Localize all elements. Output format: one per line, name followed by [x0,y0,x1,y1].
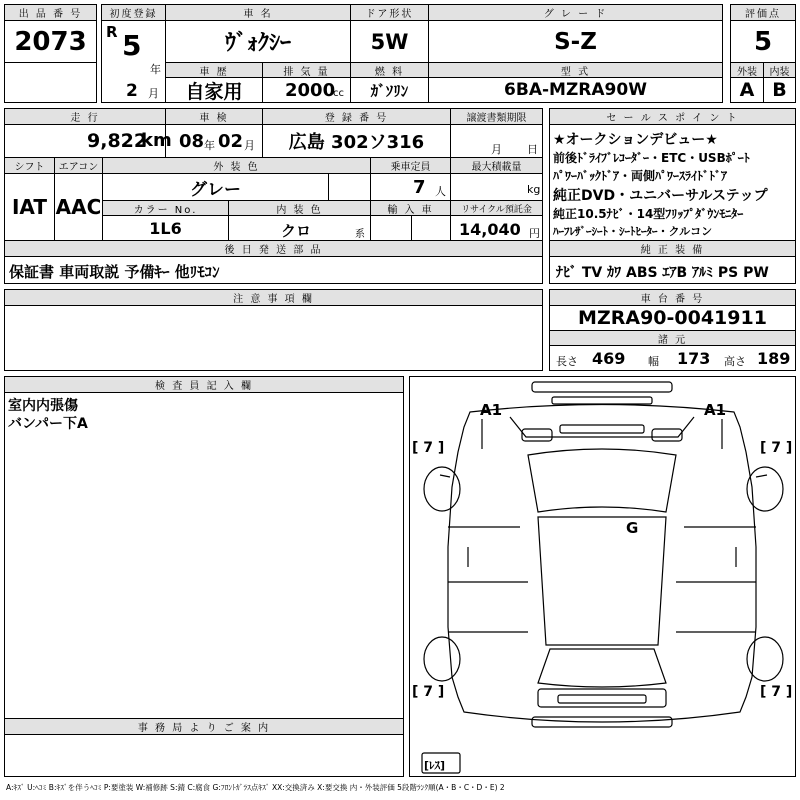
shift: IAT [4,173,55,241]
displacement-unit: cc [333,88,344,99]
sales-point-line: 純正10.5ﾅﾋﾞ・14型ﾌﾘｯﾌﾟﾀﾞｳﾝﾓﾆﾀｰ [553,207,744,221]
tire-rear-left: [ 7 ] [412,684,445,700]
interior-grade: B [763,77,796,103]
specs-header: 諸 元 [549,330,796,346]
sales-point-line: ★オークションデビュー★ [553,132,718,148]
office-notice-header: 事 務 局 よ り ご 案 内 [4,718,404,735]
displacement-header: 排 気 量 [262,62,351,78]
recycle-box [450,215,543,241]
transfer-deadline-box [450,124,543,158]
later-parts-header: 後 日 発 送 部 品 [4,240,543,257]
legend: A:ｷｽﾞ U:ﾍｺﾐ B:ｷｽﾞを伴うﾍｺﾐ P:要塗装 W:補修跡 S:錆 C:腐食 G:ﾌﾛﾝﾄｶﾞﾗｽ点ｷｽﾞ XX:交換済み X:要交換 内・外装評価 5段階ﾗﾝｸ順(A・B・C・D・E) 2 [6,783,505,792]
interior-color-header: 内 装 色 [228,200,371,216]
first-registration-box [101,20,166,103]
door-type: 5W [350,20,429,63]
length-label: 長さ [556,355,578,368]
exterior-grade-header: 外装 [730,62,764,78]
mark-front-left: A1 [480,401,503,419]
sales-points-header: セ ー ル ス ポ イ ン ト [549,108,796,125]
max-load-box [450,173,543,201]
door-header: ドア形状 [350,4,429,21]
capacity-header: 乗車定員 [370,157,451,174]
later-parts-box [4,256,543,284]
capacity: 7 [413,177,426,198]
inspector-note: バンパー下A [8,416,88,432]
max-load-unit: kg [527,183,541,196]
fuel-header: 燃 料 [350,62,429,78]
tire-front-right: [ 7 ] [760,440,793,456]
notes-box [4,305,543,371]
inspector-notes-box [4,392,404,719]
exterior-color: グレー [103,174,329,200]
mileage: 9,822 [87,130,148,152]
later-parts: 保証書 車両取説 予備ｷｰ 他ﾘﾓｺﾝ [9,263,220,281]
tire-front-left: [ 7 ] [412,440,445,456]
inspection-month-unit: 月 [244,139,255,152]
history-header: 車 歴 [165,62,263,78]
aircon: AAC [54,173,103,241]
width-value: 173 [677,349,711,368]
month-unit: 月 [148,87,159,100]
exterior-color-box [102,173,371,201]
lot-number-blank [4,62,97,103]
lot-number-header: 出 品 番 号 [4,4,97,21]
genuine-equipment-box [549,256,796,284]
inspection-year: 08 [179,131,205,152]
inspection-box [165,124,263,158]
registration-number: 広島 302ソ316 [262,124,451,158]
import-header: 輸 入 車 [370,200,451,216]
score: 5 [730,20,796,63]
grade-header: グ レ ー ド [428,4,723,21]
capacity-unit: 人 [435,185,446,198]
score-header: 評価点 [730,4,796,21]
grade: S-Z [428,20,723,63]
height-label: 高さ [724,355,746,368]
damage-diagram [409,376,796,777]
office-notice-box [4,734,404,777]
transfer-deadline-header: 譲渡書類期限 [450,108,543,125]
era: R [106,23,118,41]
aircon-header: エアコン [54,157,103,174]
sales-points-box [549,124,796,241]
inspection-header: 車 検 [165,108,263,125]
chassis-number: MZRA90-0041911 [549,305,796,331]
exterior-grade: A [730,77,764,103]
car-outline [410,377,797,778]
sales-point-line: 純正DVD・ユニバーサルステップ [553,188,768,204]
height-value: 189 [757,349,791,368]
sales-point-line: ﾊﾟﾜｰﾊﾞｯｸﾄﾞｱ・両側ﾊﾟﾜｰｽﾗｲﾄﾞﾄﾞｱ [553,169,728,183]
displacement: 2000 [285,80,336,101]
model-code: 6BA-MZRA90W [428,77,723,103]
mileage-header: 走 行 [4,108,166,125]
specs-box [549,345,796,371]
recycle-fee: 14,040 [459,220,521,239]
exterior-color-header: 外 装 色 [102,157,371,174]
color-no-header: カラー No. [102,200,229,216]
lot-number: 2073 [4,20,97,63]
inspector-header: 検 査 員 記 入 欄 [4,376,404,393]
tire-rear-right: [ 7 ] [760,684,793,700]
history: 自家用 [165,77,263,103]
mark-front-right: A1 [704,401,727,419]
notes-header: 注 意 事 項 欄 [4,289,543,306]
first-registration-header: 初度登録 [101,4,166,21]
genuine-equipment: ﾅﾋﾞ TV ｶﾜ ABS ｴｱB ｱﾙﾐ PS PW [556,265,769,281]
inspection-month: 02 [218,131,244,152]
recycle-header: リサイクル預託金 [450,200,543,216]
sales-point-line: 前後ﾄﾞﾗｲﾌﾞﾚｺｰﾀﾞｰ・ETC・USBﾎﾟｰﾄ [553,151,750,165]
capacity-box [370,173,451,201]
registration-year: 5 [122,29,142,62]
sales-point-line: ﾊｰﾌﾚｻﾞｰｼｰﾄ・ｼｰﾄﾋｰﾀｰ・クルコン [553,225,713,238]
transfer-month-unit: 月 [491,143,502,156]
fuel: ｶﾞｿﾘﾝ [350,77,429,103]
spare-tire: [ﾚｽ] [424,759,446,772]
interior-color: クロ [281,222,312,240]
color-number: 1L6 [102,215,229,241]
shift-header: シフト [4,157,55,174]
genuine-equipment-header: 純 正 装 備 [549,240,796,257]
interior-color-unit: 系 [355,229,365,240]
length-value: 469 [592,349,626,368]
model-code-header: 型 式 [428,62,723,78]
recycle-unit: 円 [529,227,540,240]
displacement-box [262,77,351,103]
interior-grade-header: 内装 [763,62,796,78]
registration-header: 登 録 番 号 [262,108,451,125]
year-unit: 年 [150,63,161,76]
max-load-header: 最大積載量 [450,157,543,174]
mark-glass: G [626,519,639,537]
mileage-unit: km [141,130,172,151]
chassis-header: 車 台 番 号 [549,289,796,306]
width-label: 幅 [648,355,659,368]
interior-color-box [228,215,371,241]
inspector-note: 室内内張傷 [8,398,78,414]
registration-month: 2 [126,81,138,101]
car-name: ｳﾞｫｸｼｰ [165,20,351,63]
transfer-day-unit: 日 [527,143,538,156]
import-box [370,215,451,241]
mileage-box [4,124,172,158]
car-name-header: 車 名 [165,4,351,21]
inspection-year-unit: 年 [204,139,215,152]
